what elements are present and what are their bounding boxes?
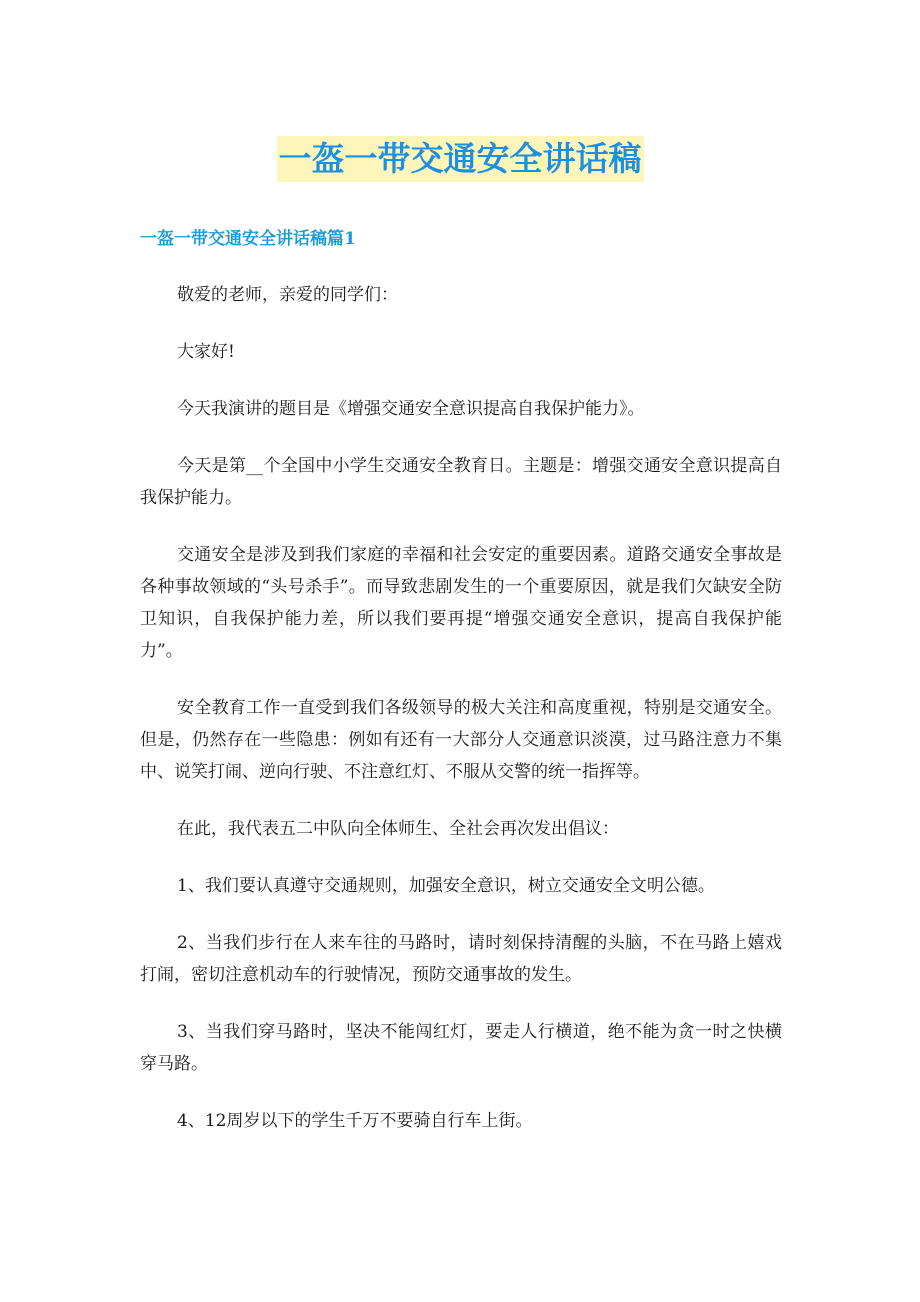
title-container (0, 136, 920, 182)
paragraph-theme: 今天是第__个全国中小学生交通安全教育日。主题是：增强交通安全意识提高自我保护能力。 (140, 456, 782, 508)
paragraph-proposal-2: 2、当我们步行在人来车往的马路时，请时刻保持清醒的头脑，不在马路上嬉戏打闹，密切注意机动车的行驶情况，预防交通事故的发生。 (140, 933, 782, 985)
paragraph-topic: 今天我演讲的题目是《增强交通安全意识提高自我保护能力》。 (177, 399, 645, 419)
paragraph-proposal-intro: 在此，我代表五二中队向全体师生、全社会再次发出倡议： (177, 819, 619, 839)
paragraph-proposal-3: 3、当我们穿马路时，坚决不能闯红灯，要走人行横道，绝不能为贪一时之快横穿马路。 (140, 1022, 782, 1074)
paragraph-greeting: 大家好! (177, 342, 235, 362)
paragraph-importance: 交通安全是涉及到我们家庭的幸福和社会安定的重要因素。道路交通安全事故是各种事故领域的“头号杀手”。而导致悲剧发生的一个重要原因，就是我们欠缺安全防卫知识，自我保护能力差，所以我们要再提“增强交通安全意识，提高自我保护能力”。 (140, 545, 782, 661)
paragraph-hazards: 安全教育工作一直受到我们各级领导的极大关注和高度重视，特别是交通安全。但是，仍然存在一些隐患：例如有还有一大部分人交通意识淡漠，过马路注意力不集中、说笑打闹、逆向行驶、不注意红灯、不服从交警的统一指挥等。 (140, 698, 782, 782)
body-content (140, 279, 782, 1162)
section-heading: 一盔一带交通安全讲话稿篇1 (140, 229, 356, 249)
paragraph-proposal-1: 1、我们要认真遵守交通规则，加强安全意识，树立交通安全文明公德。 (177, 876, 715, 896)
document-title: 一盔一带交通安全讲话稿 (277, 136, 644, 182)
paragraph-salutation: 敬爱的老师，亲爱的同学们： (177, 285, 398, 305)
paragraph-proposal-4: 4、12周岁以下的学生千万不要骑自行车上街。 (177, 1111, 533, 1131)
